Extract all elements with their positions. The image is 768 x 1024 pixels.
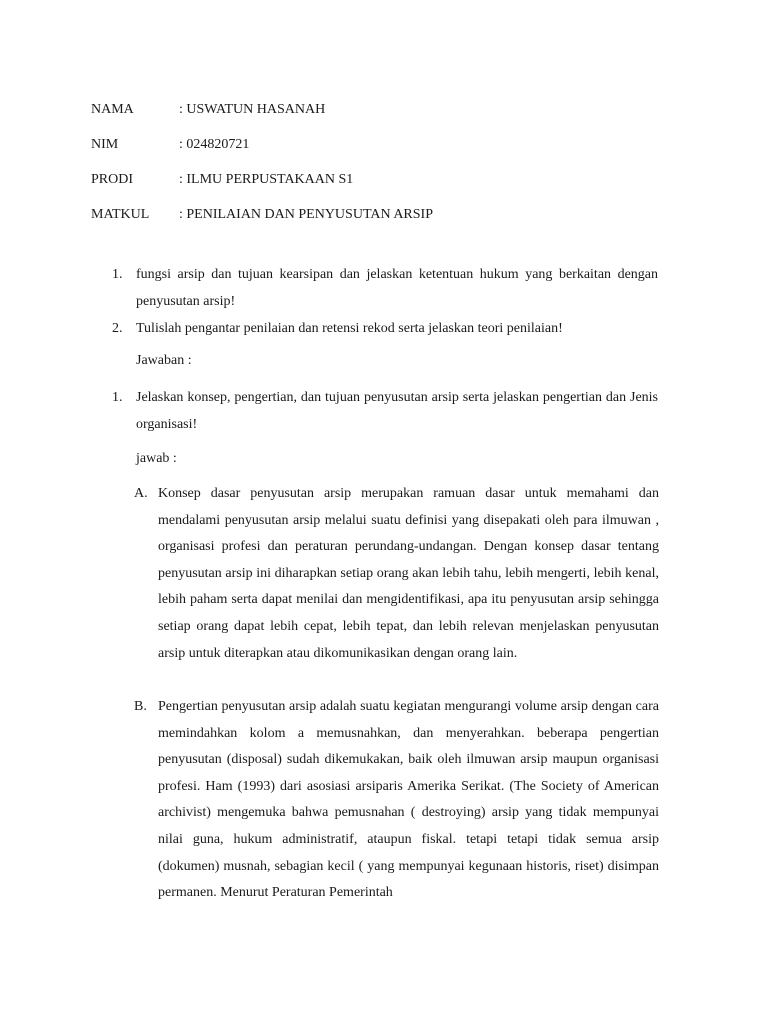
question-number: 1. <box>112 267 123 282</box>
header-row-nama <box>91 100 325 120</box>
question-text: fungsi arsip dan tujuan kearsipan dan jelaskan ketentuan hukum yang berkaitan dengan penyusutan arsip! <box>136 267 658 309</box>
header-label: MATKUL <box>91 207 150 222</box>
answer-question <box>112 384 658 438</box>
header-value: : ILMU PERPUSTAKAAN S1 <box>179 172 354 187</box>
jawab-label: jawab : <box>136 451 177 466</box>
header-label: PRODI <box>91 172 134 187</box>
answer-item-b <box>134 694 659 907</box>
answer-item-a <box>134 481 659 667</box>
answer-text: Pengertian penyusutan arsip adalah suatu kegiatan mengurangi volume arsip dengan cara memindahkan kolom a memusnahkan, dan menyerahkan. beberapa pengertian penyusutan (disposal) sudah dikemukakan, baik oleh ilmuwan arsip maupun organisasi profesi. Ham (1993) dari asosiasi arsiparis Amerika Serikat. (The Society of American archivist) mengemuka bahwa pemusnahan ( destroying) arsip yang tidak mempunyai nilai guna, hukum administratif, ataupun fiskal. tetapi tetapi tidak semua arsip (dokumen) musnah, sebagian kecil ( yang mempunyai kegunaan historis, riset) disimpan permanen. Menurut Peraturan Pemerintah <box>158 699 659 901</box>
header-row-nim <box>91 135 249 155</box>
header-row-matkul <box>91 205 433 225</box>
header-value: : PENILAIAN DAN PENYUSUTAN ARSIP <box>179 207 434 222</box>
answer-marker: B. <box>134 699 147 714</box>
answer-marker: A. <box>134 486 148 501</box>
question-item <box>112 315 658 342</box>
question-text: Tulislah pengantar penilaian dan retensi rekod serta jelaskan teori penilaian! <box>136 321 563 336</box>
question-number: 1. <box>112 390 123 405</box>
question-item <box>112 261 658 315</box>
jawaban-label: Jawaban : <box>136 353 192 368</box>
header-label: NIM <box>91 137 119 152</box>
answer-text: Konsep dasar penyusutan arsip merupakan ramuan dasar untuk memahami dan mendalami penyusutan arsip melalui suatu definisi yang disepakati oleh para ilmuwan , organisasi profesi dan peraturan perundang-undangan. Dengan konsep dasar tentang penyusutan arsip ini diharapkan setiap orang akan lebih tahu, lebih mengerti, lebih kenal, lebih paham serta dapat menilai dan mengidentifikasi, apa itu penyusutan arsip sehingga setiap orang dapat lebih cepat, lebih tepat, dan lebih relevan menjelaskan penyusutan arsip untuk diterapkan atau dikomunikasikan dengan orang lain. <box>158 486 659 661</box>
question-number: 2. <box>112 321 123 336</box>
header-value: : 024820721 <box>179 137 250 152</box>
question-text: Jelaskan konsep, pengertian, dan tujuan penyusutan arsip serta jelaskan pengertian dan Jenis organisasi! <box>136 390 658 432</box>
header-row-prodi <box>91 170 353 190</box>
header-label: NAMA <box>91 102 134 117</box>
header-value: : USWATUN HASANAH <box>179 102 326 117</box>
